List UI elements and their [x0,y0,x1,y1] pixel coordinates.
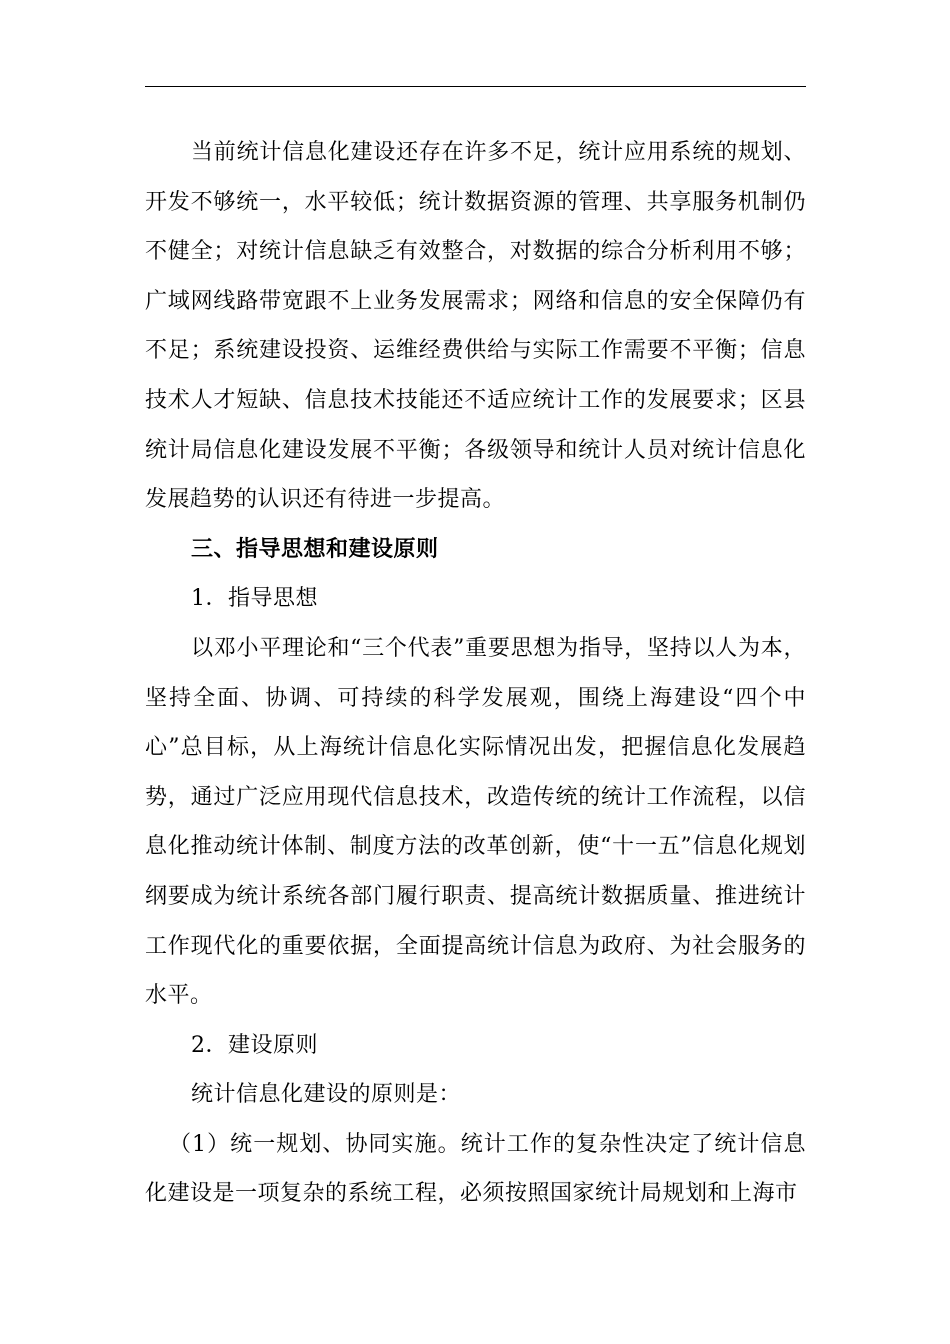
document-body [145,128,806,1219]
paragraph-principles-intro: 统计信息化建设的原则是： [191,1082,462,1108]
paragraph-principle-1: （1）统一规划、协同实施。统计工作的复杂性决定了统计信息化建设是一项复杂的系统工程，必须按照国家统计局规划和上海市 [145,1131,806,1207]
header-rule [145,86,806,87]
subheading-guiding-ideology: 1．指导思想 [191,586,318,612]
section-heading: 三、指导思想和建设原则 [191,535,439,562]
paragraph-guiding-ideology: 以邓小平理论和“三个代表”重要思想为指导，坚持以人为本，坚持全面、协调、可持续的科学发展观，围绕上海建设“四个中心”总目标，从上海统计信息化实际情况出发，把握信息化发展趋势，通过广泛应用现代信息技术，改造传统的统计工作流程，以信息化推动统计体制、制度方法的改革创新，使“十一五”信息化规划纲要成为统计系统各部门履行职责、提高统计数据质量、推进统计工作现代化的重要依据，全面提高统计信息为政府、为社会服务的水平。 [145,635,806,1009]
paragraph-shortcomings: 当前统计信息化建设还存在许多不足，统计应用系统的规划、开发不够统一，水平较低；统计数据资源的管理、共享服务机制仍不健全；对统计信息缺乏有效整合，对数据的综合分析利用不够；广域网线路带宽跟不上业务发展需求；网络和信息的安全保障仍有不足；系统建设投资、运维经费供给与实际工作需要不平衡；信息技术人才短缺、信息技术技能还不适应统计工作的发展要求；区县统计局信息化建设发展不平衡；各级领导和统计人员对统计信息化发展趋势的认识还有待进一步提高。 [145,140,806,513]
subheading-construction-principles: 2．建设原则 [191,1032,318,1058]
